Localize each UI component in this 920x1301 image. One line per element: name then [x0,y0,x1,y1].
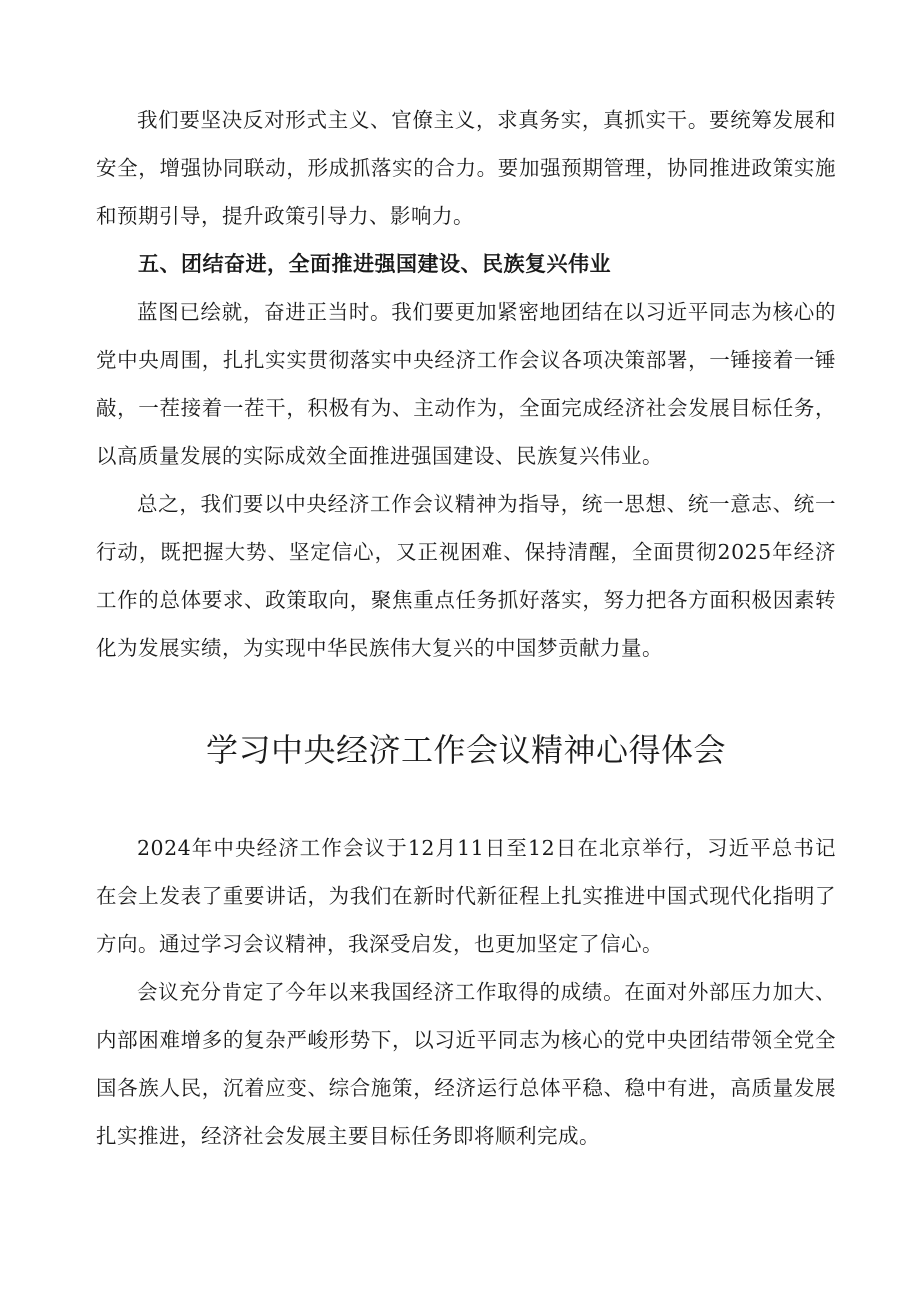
article-2-block [96,672,836,1160]
body-paragraph: 我们要坚决反对形式主义、官僚主义，求真务实，真抓实干。要统筹发展和安全，增强协同联动，形成抓落实的合力。要加强预期管理，协同推进政策实施和预期引导，提升政策引导力、影响力。 [96,108,836,228]
section-5-block [96,240,836,672]
body-paragraph: 总之，我们要以中央经济工作会议精神为指导，统一思想、统一意志、统一行动，既把握大势、坚定信心，又正视困难、保持清醒，全面贯彻2025年经济工作的总体要求、政策取向，聚焦重点任务抓好落实，努力把各方面积极因素转化为发展实绩，为实现中华民族伟大复兴的中国梦贡献力量。 [96,492,836,660]
body-paragraph: 2024年中央经济工作会议于12月11日至12日在北京举行，习近平总书记在会上发表了重要讲话，为我们在新时代新征程上扎实推进中国式现代化指明了方向。通过学习会议精神，我深受启发，也更加坚定了信心。 [96,836,836,956]
body-paragraph: 蓝图已绘就，奋进正当时。我们要更加紧密地团结在以习近平同志为核心的党中央周围，扎扎实实贯彻落实中央经济工作会议各项决策部署，一锤接着一锤敲，一茬接着一茬干，积极有为、主动作为，全面完成经济社会发展目标任务，以高质量发展的实际成效全面推进强国建设、民族复兴伟业。 [96,300,836,468]
section-1-block [96,96,836,240]
section-heading: 五、团结奋进，全面推进强国建设、民族复兴伟业 [138,252,611,276]
article-title: 学习中央经济工作会议精神心得体会 [205,731,726,769]
body-paragraph: 会议充分肯定了今年以来我国经济工作取得的成绩。在面对外部压力加大、内部困难增多的复杂严峻形势下，以习近平同志为核心的党中央团结带领全党全国各族人民，沉着应变、综合施策，经济运行总体平稳、稳中有进，高质量发展扎实推进，经济社会发展主要目标任务即将顺利完成。 [96,980,836,1148]
document-page [96,96,836,1160]
